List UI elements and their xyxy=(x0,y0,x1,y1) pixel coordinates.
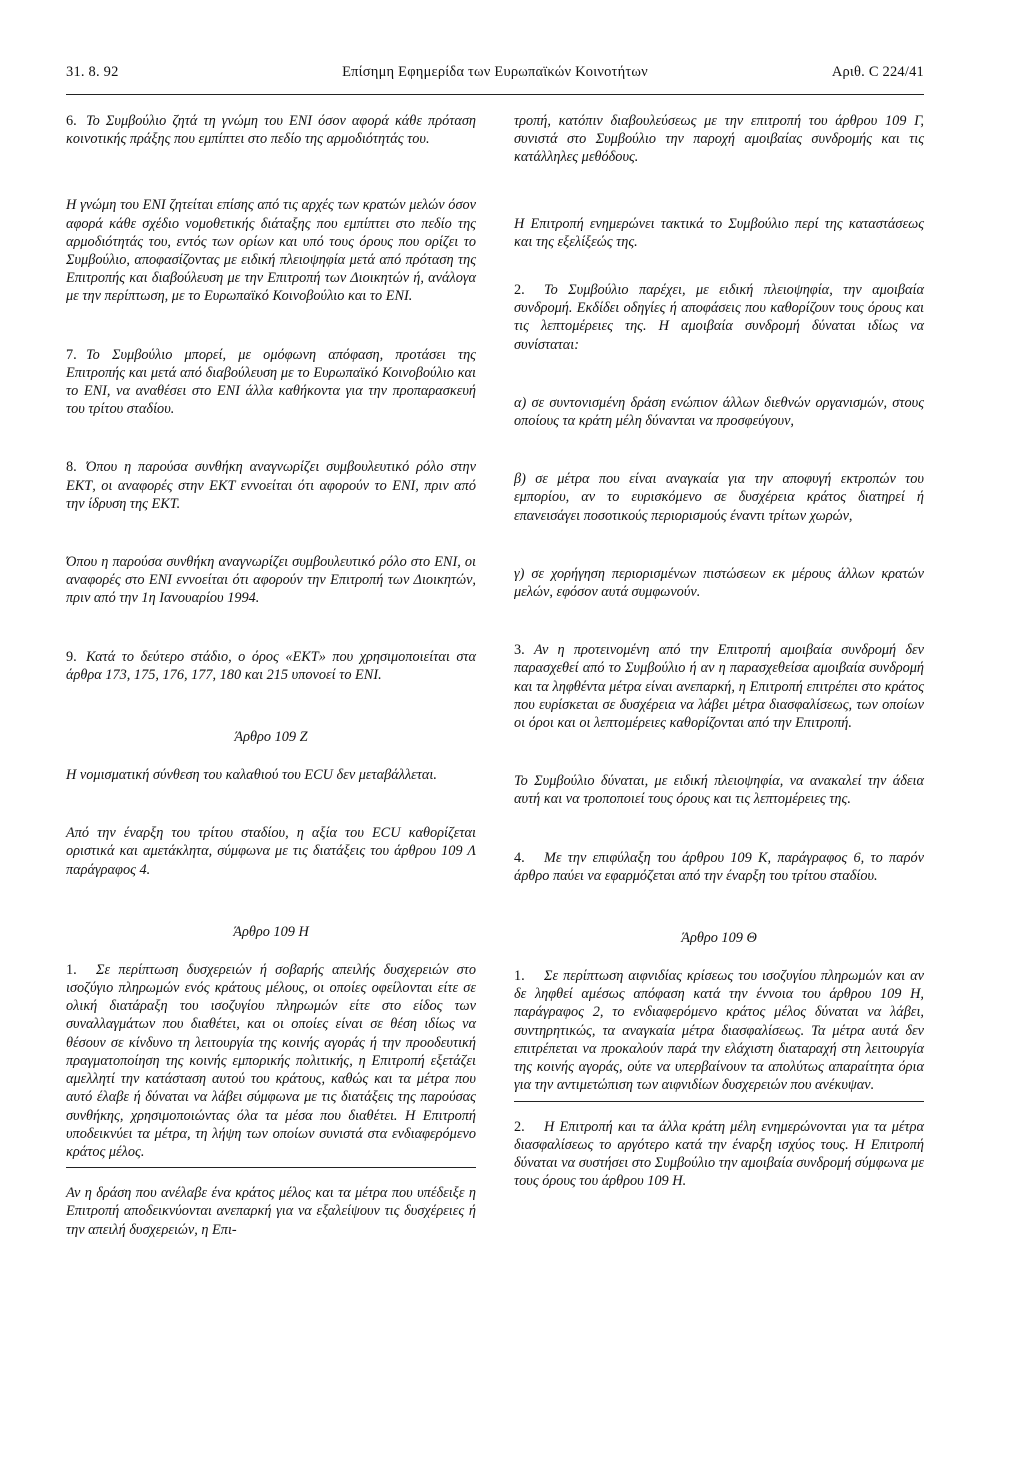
paragraph-text: Το Συμβούλιο παρέχει, με ειδική πλειοψηφία, την αμοιβαία συνδρομή. Εκδίδει οδηγίες ή αποφάσεις που καθορίζουν τους όρους και τις λεπτομέρειες της. Η αμοιβαία συνδρομή δύναται ιδίως να συνίσταται: xyxy=(514,282,924,353)
paragraph-number: 1. xyxy=(66,961,77,978)
paragraph-2-assistance xyxy=(514,281,924,354)
paragraph-8-continued: Όπου η παρούσα συνθήκη αναγνωρίζει συμβουλευτικό ρόλο στο ΕΝΙ, οι αναφορές στο ΕΝΙ εννοείται ότι αφορούν την Επιτροπή των Διοικητών, πριν από την 1η Ιανουαρίου 1994. xyxy=(66,554,476,607)
paragraph-number: 7. xyxy=(66,346,77,363)
paragraph-number: 2. xyxy=(514,282,525,299)
paragraph-text: Σε περίπτωση αιφνιδίας κρίσεως του ισοζυγίου πληρωμών και αν δε ληφθεί αμέσως απόφαση κατά την έννοια του άρθρου 109 Η, παράγραφος 2, το ενδιαφερόμενο κράτος μέλος δύναται να λάβει, συντηρητικώς, τα αναγκαία μέτρα διασφαλίσεως. Τα μέτρα αυτά δεν επιτρέπεται να προκαλούν παρά την ελάχιστη διαταραχή στη λειτουργία της κοινής αγοράς, ούτε να υπερβαίνουν τα απολύτως απαραίτητα όρια για την αντιμετώπιση των αιφνιδίων δυσχερειών που ανέκυψαν. xyxy=(514,968,924,1094)
paragraph-text: Η Επιτροπή και τα άλλα κράτη μέλη ενημερώνονται για τα μέτρα διασφαλίσεως το αργότερο κατά την έναρξη ισχύος τους. Η Επιτροπή δύναται να συστήσει στο Συμβούλιο την αμοιβαία συνδρομή σύμφωνα με τους όρους του άρθρου 109 Η. xyxy=(514,1118,924,1190)
article-heading-109h: Άρθρο 109 Η xyxy=(233,923,309,940)
paragraph-9 xyxy=(66,648,476,684)
list-item-c: γ) σε χορήγηση περιορισμένων πιστώσεων εκ μέρους άλλων κρατών μελών, εφόσον αυτά συμφωνούν. xyxy=(514,565,924,601)
right-column xyxy=(514,112,924,1190)
paragraph-number: 3. xyxy=(514,642,525,659)
journal-title: Επίσημη Εφημερίδα των Ευρωπαϊκών Κοινοτήτων xyxy=(342,64,648,80)
article-109h-paragraph-1 xyxy=(66,961,476,1161)
paragraph-text: Το Συμβούλιο ζητά τη γνώμη του ΕΝΙ όσον αφορά κάθε πρόταση κοινοτικής πράξης που εμπίπτει στο πεδίο της αρμοδιότητάς του. xyxy=(66,113,476,148)
paragraph-text: Κατά το δεύτερο στάδιο, ο όρος «ΕΚΤ» που χρησιμοποιείται στα άρθρα 173, 175, 176, 177, 180 και 215 υπονοεί το ΕΝΙ. xyxy=(66,648,476,683)
paragraph-text: Αν η προτεινομένη από την Επιτροπή αμοιβαία συνδρομή δεν παρασχεθεί από το Συμβούλιο ή αν η παρασχεθείσα αμοιβαία συνδρομή και τα ληφθέντα μέτρα είναι ανεπαρκή, η Επιτροπή επιτρέπει στο κράτος που ευρίσκεται σε δυσχέρεια να λάβει μέτρα διασφαλίσεως, των οποίων οι όροι και οι λεπτομέρειες καθορίζονται από την Επιτροπή. xyxy=(514,642,924,732)
list-item-b: β) σε μέτρα που είναι αναγκαία για την αποφυγή εκτροπών του εμπορίου, αν το ευρισκόμενο σε δυσχέρεια κράτος διατηρεί ή επανεισάγει ποσοτικούς περιορισμούς έναντι τρίτων χωρών, xyxy=(514,471,924,524)
paragraph-number: 8. xyxy=(66,459,77,476)
paragraph-number: 4. xyxy=(514,849,525,866)
article-heading-109z: Άρθρο 109 Ζ xyxy=(234,729,308,746)
paragraph-text: Το Συμβούλιο μπορεί, με ομόφωνη απόφαση, προτάσει της Επιτροπής και μετά από διαβούλευση με το Ευρωπαϊκό Κοινοβούλιο και το ΕΝΙ, να αναθέσει στο ΕΝΙ άλλα καθήκοντα για την προπαρασκευή του τρίτου σταδίου. xyxy=(66,346,476,418)
paragraph-number: 9. xyxy=(66,648,77,665)
article-109h-paragraph-1-continued: Αν η δράση που ανέλαβε ένα κράτος μέλος και τα μέτρα που υπέδειξε η Επιτροπή αποδεικνύονται ανεπαρκή για να εξαλείψουν τις δυσχέρειες ή την απειλή δυσχερειών, η Επι- xyxy=(66,1185,476,1238)
paragraph-number: 6. xyxy=(66,113,77,129)
paragraph-6-continued: Η γνώμη του ΕΝΙ ζητείται επίσης από τις αρχές των κρατών μελών όσον αφορά κάθε σχέδιο νομοθετικής διάταξης που εμπίπτει στο πεδίο της αρμοδιότητάς του, εντός των ορίων και υπό τους όρους που ορίζει το Συμβούλιο, αποφασίζοντας με ειδική πλειοψηφία μετά από πρόταση της Επιτροπής και διαβούλευση με την Επιτροπή των Διοικητών ή, ανάλογα με την περίπτωση, με το Ευρωπαϊκό Κοινοβούλιο και το ΕΝΙ. xyxy=(66,197,476,305)
commission-report-paragraph: Η Επιτροπή ενημερώνει τακτικά το Συμβούλιο περί της καταστάσεως και της εξελίξεώς της. xyxy=(514,215,924,250)
paragraph-number: 2. xyxy=(514,1118,525,1135)
header-rule xyxy=(66,94,924,95)
article-heading-109theta: Άρθρο 109 Θ xyxy=(681,930,757,947)
article-109theta-paragraph-1 xyxy=(514,967,924,1094)
council-revoke-paragraph: Το Συμβούλιο δύναται, με ειδική πλειοψηφία, να ανακαλεί την άδεια αυτή και να τροποποιεί τους όρους και τις λεπτομέρειες της. xyxy=(514,773,924,808)
continued-paragraph: τροπή, κατόπιν διαβουλεύσεως με την επιτροπή του άρθρου 109 Γ, συνιστά στο Συμβούλιο την παροχή αμοιβαίας συνδρομής και τις κατάλληλες μεθόδους. xyxy=(514,113,924,166)
paragraph-number: 1. xyxy=(514,968,525,985)
paragraph-4-application xyxy=(514,849,924,885)
paragraph-text: Όπου η παρούσα συνθήκη αναγνωρίζει συμβουλευτικό ρόλο στην ΕΚΤ, οι αναφορές στην ΕΚΤ εννοείται ότι αφορούν το ΕΝΙ, πριν από την ίδρυση της ΕΚΤ. xyxy=(66,459,476,512)
issue-date: 31. 8. 92 xyxy=(66,64,119,80)
list-item-a: α) σε συντονισμένη δράση ενώπιον άλλων διεθνών οργανισμών, στους οποίους τα κράτη μέλη δύνανται να προσφεύγουν, xyxy=(514,394,924,430)
paragraph-text: Σε περίπτωση δυσχερειών ή σοβαρής απειλής δυσχερειών στο ισοζύγιο πληρωμών ενός κράτους μέλους, οι οποίες οφείλονται είτε σε ολική διατάραξη του ισοζυγίου πληρωμών είτε στο είδος των συναλλαγμάτων που διαθέτει, και οι οποίες είναι σε θέση ιδίως να θέσουν σε κίνδυνο τη λειτουργία της κοινής αγοράς ή την προοδευτική πραγματοποίηση της κοινής εμπορικής πολιτικής, η Επιτροπή εξετάζει αμελλητί την κατάσταση αυτού του κράτους, καθώς και τα μέτρα που αυτό έλαβε ή δύναται να λάβει σύμφωνα με τις διατάξεις της παρούσας συνθήκης, χρησιμοποιώντας όλα τα μέσα που διαθέτει. Η Επιτροπή υποδεικνύει τα μέτρα, τη λήψη των οποίων συνιστά στα ενδιαφερόμενο κράτος μέλος. xyxy=(66,961,476,1160)
paragraph-3-safeguards xyxy=(514,641,924,732)
left-column xyxy=(66,112,476,1239)
paragraph-7 xyxy=(66,346,476,419)
article-109z-paragraph-1: Η νομισματική σύνθεση του καλαθιού του ECU δεν μεταβάλλεται. xyxy=(66,767,437,784)
page-header xyxy=(66,64,924,88)
article-109theta-paragraph-2 xyxy=(514,1118,924,1191)
paragraph-text: Με την επιφύλαξη του άρθρου 109 Κ, παράγραφος 6, το παρόν άρθρο παύει να εφαρμόζεται από την έναρξη του τρίτου σταδίου. xyxy=(514,849,924,884)
issue-reference: Αριθ. C 224/41 xyxy=(831,64,924,80)
paragraph-6 xyxy=(66,112,476,148)
paragraph-8 xyxy=(66,458,476,513)
article-109z-paragraph-2: Από την έναρξη του τρίτου σταδίου, η αξία του ECU καθορίζεται οριστικά και αμετάκλητα, σύμφωνα με τις διατάξεις του άρθρου 109 Λ παράγραφος 4. xyxy=(66,825,476,878)
